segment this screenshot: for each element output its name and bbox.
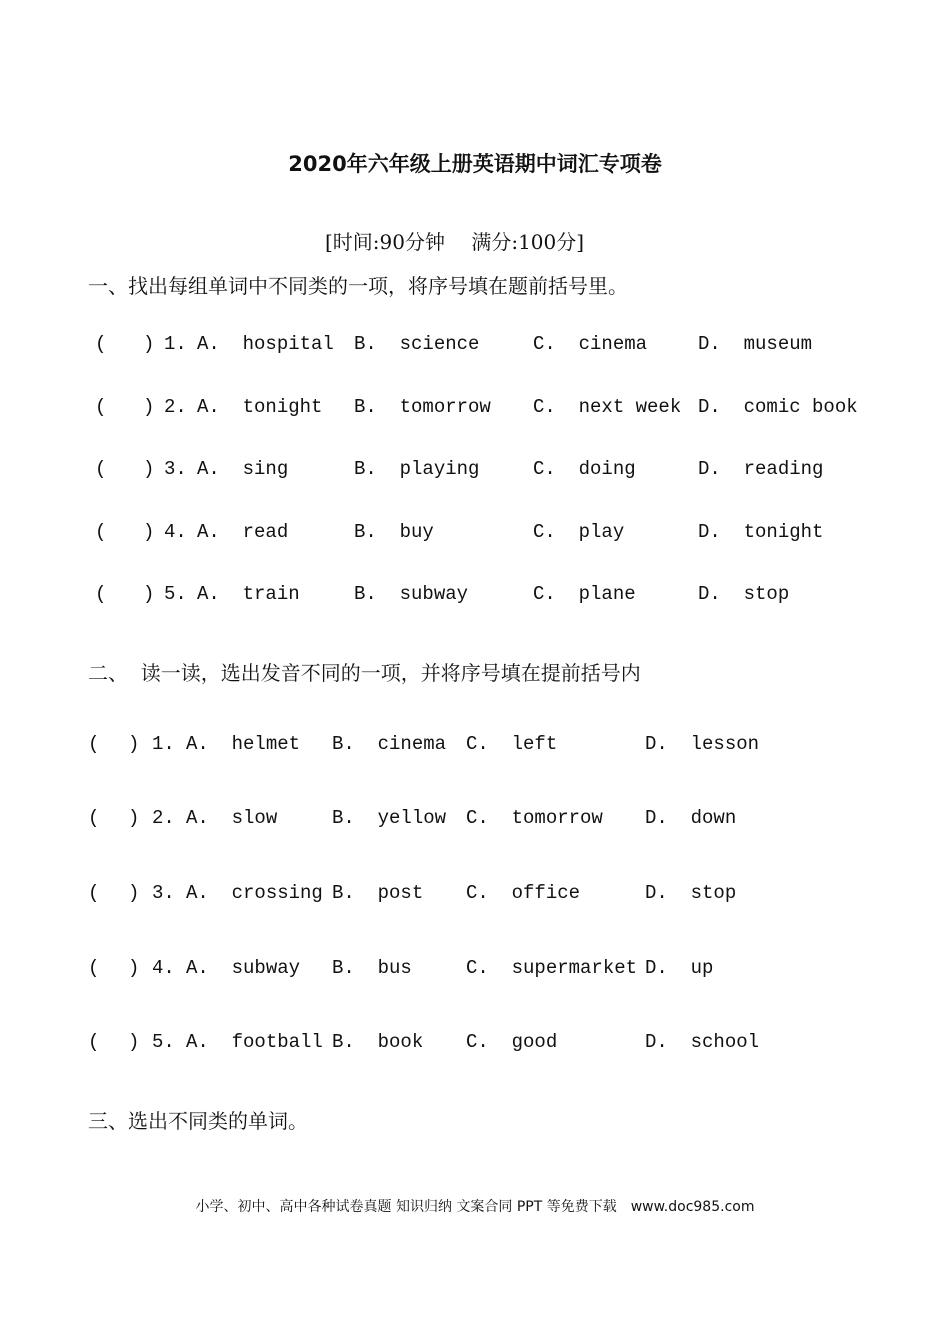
section1-heading: 一、找出每组单词中不同类的一项，将序号填在题前括号里。 (88, 274, 628, 298)
question-row (0, 521, 950, 547)
answer-bracket-open[interactable]: ( (88, 882, 100, 904)
option-c: C. next week (533, 396, 682, 418)
option-a: A. hospital (197, 333, 334, 355)
option-c: C. tomorrow (466, 807, 603, 829)
page-title: 2020年六年级上册英语期中词汇专项卷 (288, 152, 662, 176)
question-number: 3. (152, 882, 175, 904)
option-c: C. plane (533, 583, 636, 605)
question-number: 2. (152, 807, 175, 829)
question-row (0, 458, 950, 484)
option-b: B. bus (332, 957, 412, 979)
option-a: A. helmet (186, 733, 301, 755)
question-number: 3. (164, 458, 187, 480)
option-a: A. train (197, 583, 300, 605)
option-a: A. read (197, 521, 289, 543)
option-b: B. science (354, 333, 480, 355)
answer-bracket-open[interactable]: ( (88, 1031, 100, 1053)
option-d: D. up (645, 957, 714, 979)
question-number: 1. (152, 733, 175, 755)
question-row (0, 957, 950, 983)
option-a: A. sing (197, 458, 289, 480)
option-d: D. school (645, 1031, 760, 1053)
option-c: C. left (466, 733, 558, 755)
answer-bracket-close[interactable]: ) (128, 957, 140, 979)
option-a: A. subway (186, 957, 301, 979)
answer-bracket-close[interactable]: ) (143, 521, 155, 543)
option-d: D. stop (698, 583, 790, 605)
option-c: C. good (466, 1031, 558, 1053)
question-row (0, 333, 950, 359)
option-c: C. office (466, 882, 581, 904)
question-row (0, 733, 950, 759)
question-number: 1. (164, 333, 187, 355)
option-c: C. doing (533, 458, 636, 480)
question-row (0, 1031, 950, 1057)
option-b: B. playing (354, 458, 480, 480)
answer-bracket-open[interactable]: ( (95, 583, 107, 605)
option-d: D. museum (698, 333, 813, 355)
option-b: B. cinema (332, 733, 447, 755)
option-c: C. supermarket (466, 957, 638, 979)
option-d: D. lesson (645, 733, 760, 755)
question-number: 4. (164, 521, 187, 543)
question-number: 5. (164, 583, 187, 605)
answer-bracket-close[interactable]: ) (143, 396, 155, 418)
question-number: 5. (152, 1031, 175, 1053)
question-row (0, 882, 950, 908)
option-b: B. subway (354, 583, 469, 605)
exam-info: [时间:90分钟 满分:100分] (325, 230, 585, 254)
option-a: A. crossing (186, 882, 323, 904)
answer-bracket-close[interactable]: ) (128, 733, 140, 755)
answer-bracket-close[interactable]: ) (143, 583, 155, 605)
option-d: D. down (645, 807, 737, 829)
answer-bracket-close[interactable]: ) (143, 333, 155, 355)
answer-bracket-open[interactable]: ( (88, 807, 100, 829)
answer-bracket-close[interactable]: ) (128, 1031, 140, 1053)
option-b: B. tomorrow (354, 396, 491, 418)
option-a: A. tonight (197, 396, 323, 418)
option-d: D. reading (698, 458, 824, 480)
option-d: D. stop (645, 882, 737, 904)
answer-bracket-open[interactable]: ( (88, 957, 100, 979)
answer-bracket-open[interactable]: ( (95, 333, 107, 355)
option-d: D. tonight (698, 521, 824, 543)
option-b: B. post (332, 882, 424, 904)
section3-heading: 三、选出不同类的单词。 (88, 1109, 308, 1133)
question-row (0, 583, 950, 609)
option-b: B. book (332, 1031, 424, 1053)
option-d: D. comic book (698, 396, 858, 418)
option-c: C. play (533, 521, 625, 543)
question-row (0, 396, 950, 422)
answer-bracket-open[interactable]: ( (95, 458, 107, 480)
option-a: A. slow (186, 807, 278, 829)
answer-bracket-close[interactable]: ) (143, 458, 155, 480)
question-number: 4. (152, 957, 175, 979)
question-number: 2. (164, 396, 187, 418)
answer-bracket-open[interactable]: ( (95, 396, 107, 418)
question-row (0, 807, 950, 833)
section2-heading: 二、 读一读，选出发音不同的一项，并将序号填在提前括号内 (88, 661, 641, 685)
option-a: A. football (186, 1031, 323, 1053)
answer-bracket-close[interactable]: ) (128, 807, 140, 829)
answer-bracket-open[interactable]: ( (88, 733, 100, 755)
option-b: B. yellow (332, 807, 447, 829)
option-c: C. cinema (533, 333, 648, 355)
answer-bracket-open[interactable]: ( (95, 521, 107, 543)
answer-bracket-close[interactable]: ) (128, 882, 140, 904)
footer-text: 小学、初中、高中各种试卷真题 知识归纳 文案合同 PPT 等免费下载 www.doc985.com (195, 1199, 755, 1215)
option-b: B. buy (354, 521, 434, 543)
